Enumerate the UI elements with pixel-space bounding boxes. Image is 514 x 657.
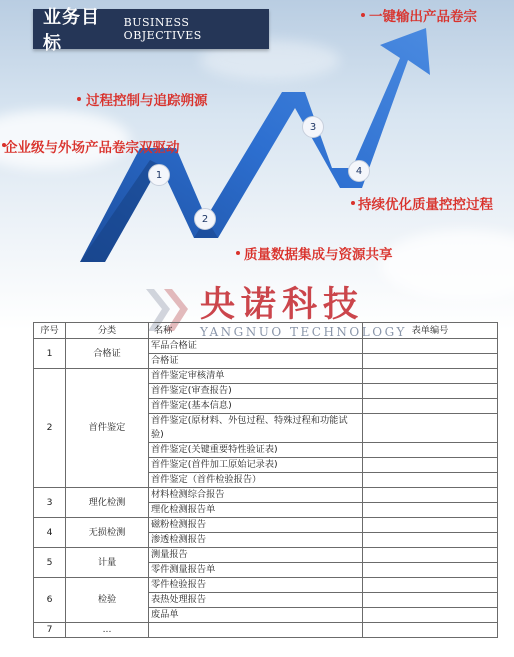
- logo-en: YANGNUO TECHNOLOGY: [200, 325, 407, 339]
- table-row: [34, 623, 498, 638]
- forms-table: [33, 322, 498, 638]
- row-item: 首件鉴定(原材料、外包过程、特殊过程和功能试验): [149, 414, 363, 443]
- row-item: 测量报告: [149, 548, 363, 563]
- table-header-row: [34, 323, 498, 339]
- row-form-no: [363, 533, 498, 548]
- row-category: 计量: [66, 548, 149, 578]
- row-item: 首件鉴定(首件加工原始记录表): [149, 458, 363, 473]
- step-2-badge: 2: [194, 208, 216, 230]
- row-no: 1: [34, 339, 66, 369]
- row-form-no: [363, 473, 498, 488]
- row-form-no: [363, 608, 498, 623]
- row-form-no: [363, 518, 498, 533]
- table-row: [34, 369, 498, 384]
- row-item: 渗透检测报告: [149, 533, 363, 548]
- row-form-no: [363, 623, 498, 638]
- row-item: 首件鉴定（首件检验报告）: [149, 473, 363, 488]
- row-item: 军品合格证: [149, 339, 363, 354]
- row-no: 3: [34, 488, 66, 518]
- row-form-no: [363, 369, 498, 384]
- table-row: [34, 488, 498, 503]
- header-category: 分类: [66, 323, 149, 339]
- label-quality: 持续优化质量控控过程: [358, 197, 493, 213]
- row-form-no: [363, 399, 498, 414]
- table-row: [34, 518, 498, 533]
- row-category: 首件鉴定: [66, 369, 149, 488]
- row-item: 废品单: [149, 608, 363, 623]
- header-form-no: 表单编号: [363, 323, 498, 339]
- logo-cn: 央诺科技: [200, 285, 365, 325]
- row-form-no: [363, 458, 498, 473]
- label-process: 过程控制与追踪朔源: [86, 93, 208, 109]
- row-no: 4: [34, 518, 66, 548]
- table-row: [34, 339, 498, 354]
- row-no: 2: [34, 369, 66, 488]
- row-item: 表热处理报告: [149, 593, 363, 608]
- row-item: 材料检测综合报告: [149, 488, 363, 503]
- label-top: 一键输出产品卷宗: [369, 9, 477, 25]
- label-data: 质量数据集成与资源共享: [244, 247, 393, 263]
- row-item: 磁粉检测报告: [149, 518, 363, 533]
- row-item: 首件鉴定(关键重要特性验证表): [149, 443, 363, 458]
- row-item: [149, 623, 363, 638]
- row-category: 理化检测: [66, 488, 149, 518]
- bullet-icon: [77, 97, 81, 101]
- bullet-icon: [351, 201, 355, 205]
- row-form-no: [363, 384, 498, 399]
- row-item: 理化检测报告单: [149, 503, 363, 518]
- bullet-icon: [361, 13, 365, 17]
- table-row: [34, 578, 498, 593]
- step-1-badge: 1: [148, 164, 170, 186]
- row-form-no: [363, 414, 498, 443]
- step-4-badge: 4: [348, 160, 370, 182]
- header-no: 序号: [34, 323, 66, 339]
- row-form-no: [363, 593, 498, 608]
- row-item: 首件鉴定审核清单: [149, 369, 363, 384]
- row-item: 零件测量报告单: [149, 563, 363, 578]
- row-form-no: [363, 488, 498, 503]
- row-category: 合格证: [66, 339, 149, 369]
- row-no: 6: [34, 578, 66, 623]
- row-item: 首件鉴定(审查报告): [149, 384, 363, 399]
- step-3-badge: 3: [302, 116, 324, 138]
- row-no: 5: [34, 548, 66, 578]
- row-category: 检验: [66, 578, 149, 623]
- row-category: ...: [66, 623, 149, 638]
- row-category: 无损检测: [66, 518, 149, 548]
- title-cn: 业务目标: [43, 7, 100, 54]
- header-name: 名称: [149, 323, 363, 339]
- title-en: BUSINESS OBJECTIVES: [123, 16, 202, 42]
- row-form-no: [363, 354, 498, 369]
- row-form-no: [363, 503, 498, 518]
- row-form-no: [363, 548, 498, 563]
- row-item: 零件检验报告: [149, 578, 363, 593]
- row-item: 合格证: [149, 354, 363, 369]
- bullet-icon: [236, 251, 240, 255]
- row-no: 7: [34, 623, 66, 638]
- row-form-no: [363, 443, 498, 458]
- label-enterprise: 企业级与外场产品卷宗双驱动: [4, 140, 180, 156]
- row-item: 首件鉴定(基本信息): [149, 399, 363, 414]
- row-form-no: [363, 578, 498, 593]
- table-row: [34, 548, 498, 563]
- row-form-no: [363, 563, 498, 578]
- row-form-no: [363, 339, 498, 354]
